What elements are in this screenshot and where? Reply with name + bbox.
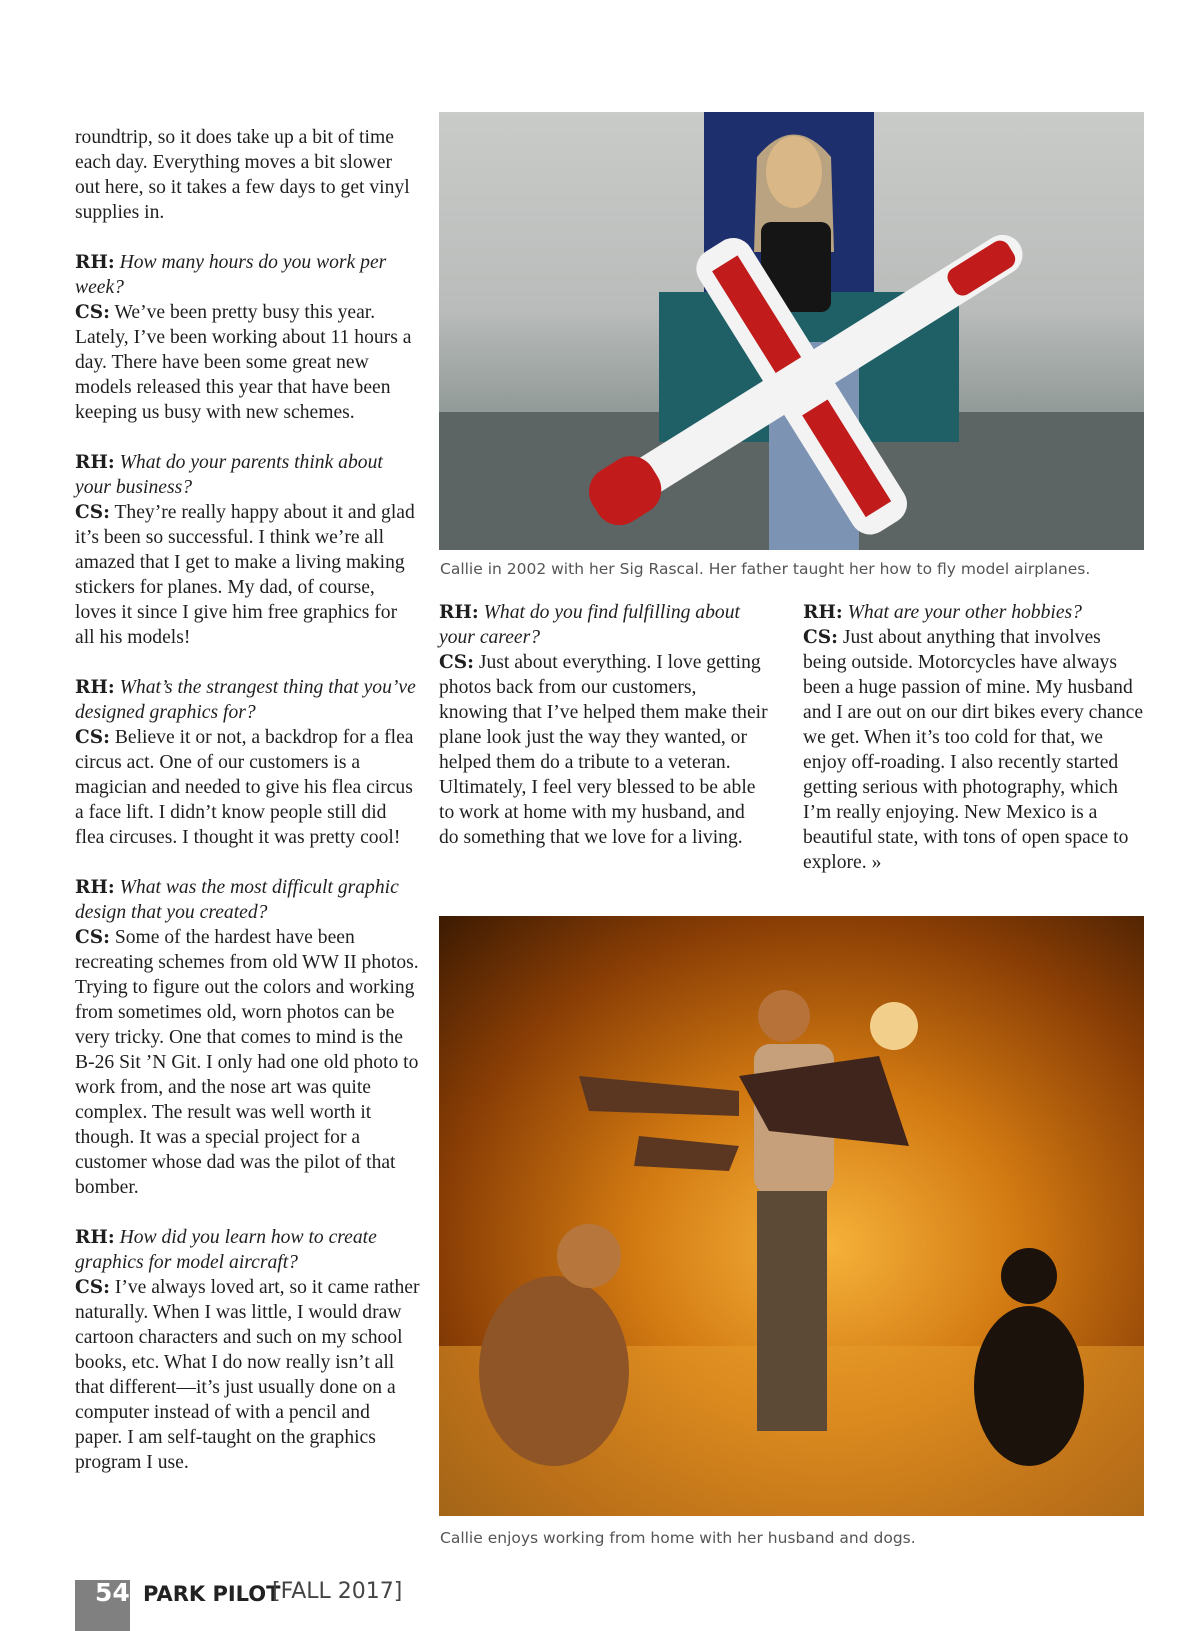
airplane-photo-illustration — [439, 112, 1144, 550]
photo-caption: Callie enjoys working from home with her husband and dogs. — [440, 1529, 916, 1547]
question-text: How did you learn how to create graphics for model aircraft? — [75, 1227, 377, 1273]
question-text: How many hours do you work per week? — [75, 252, 387, 298]
intro-paragraph: roundtrip, so it does take up a bit of time each day. Everything moves a bit slower out here, so it takes a few days to get vinyl supplies in. — [75, 127, 410, 223]
continue-arrow-icon: » — [871, 852, 882, 873]
qa-block — [75, 450, 420, 650]
cs-label: CS: — [439, 652, 474, 673]
issue-label: [FALL 2017] — [272, 1579, 403, 1604]
answer-text: They’re really happy about it and glad it’s been so successful. I think we’re all amazed that I get to make a living making stickers for planes. My dad, of course, loves it since I give him free graphics for all his models! — [75, 502, 415, 648]
rh-label: RH: — [75, 677, 115, 698]
rh-label: RH: — [75, 452, 115, 473]
couple-photo-illustration — [439, 916, 1144, 1516]
answer-text: Just about anything that involves being outside. Motorcycles have always been a huge passion of mine. My husband and I are out on our dirt bikes every chance we get. When it’s too cold for that, we enjoy off-roading. I also recently started getting serious with photography, which I’m really enjoying. New Mexico is a beautiful state, with tons of open space to explore. — [803, 627, 1144, 873]
rh-label: RH: — [75, 1227, 115, 1248]
answer-text: Some of the hardest have been recreating schemes from old WW II photos. Trying to figure out the colors and working from sometimes old, worn photos can be very tricky. One that comes to mind is the B-26 Sit ’N Git. I only had one old photo to work from, and the nose art was quite complex. The result was well worth it though. It was a special project for a customer whose dad was the pilot of that bomber. — [75, 927, 419, 1198]
rh-label: RH: — [75, 877, 115, 898]
rh-label: RH: — [75, 252, 115, 273]
qa-block — [439, 600, 769, 850]
question-text: What was the most difficult graphic design that you created? — [75, 877, 399, 923]
cs-label: CS: — [75, 927, 110, 948]
question-text: What do your parents think about your business? — [75, 452, 383, 498]
answer-text: I’ve always loved art, so it came rather naturally. When I was little, I would draw cartoon characters and such on my school books, etc. What I do now really isn’t all that different—it’s just usually done on a computer instead of with a pencil and paper. I am self-taught on the graphics program I use. — [75, 1277, 420, 1473]
question-text: What’s the strangest thing that you’ve designed graphics for? — [75, 677, 416, 723]
cs-label: CS: — [75, 502, 110, 523]
qa-block — [75, 250, 420, 425]
question-text: What are your other hobbies? — [847, 602, 1082, 623]
rh-label: RH: — [439, 602, 479, 623]
qa-block — [75, 675, 420, 850]
photo-girl-with-model-airplane — [439, 112, 1144, 550]
middle-column — [439, 600, 769, 875]
photo-couple-with-dogs — [439, 916, 1144, 1516]
cs-label: CS: — [75, 727, 110, 748]
left-column — [75, 125, 420, 1500]
answer-text: We’ve been pretty busy this year. Lately, I’ve been working about 11 hours a day. There have been some great new models released this year that have been keeping us busy with new schemes. — [75, 302, 412, 423]
question-text: What do you find fulfilling about your career? — [439, 602, 740, 648]
answer-text: Just about everything. I love getting photos back from our customers, knowing that I’ve helped them make their plane look just the way they wanted, or helped them do a tribute to a veteran. Ultimately, I feel very blessed to be able to work at home with my husband, and do something that we love for a living. — [439, 652, 768, 848]
magazine-title: PARK PILOT — [143, 1582, 281, 1606]
answer-text: Believe it or not, a backdrop for a flea circus act. One of our customers is a magician and needed to give his flea circus a face lift. I didn’t know people still did flea circuses. I thought it was pretty cool! — [75, 727, 414, 848]
qa-block — [75, 875, 420, 1200]
cs-label: CS: — [75, 1277, 110, 1298]
qa-block — [75, 1225, 420, 1475]
qa-block — [803, 600, 1148, 875]
photo-caption: Callie in 2002 with her Sig Rascal. Her father taught her how to fly model airplanes. — [440, 560, 1091, 578]
rh-label: RH: — [803, 602, 843, 623]
page-number: 54 — [95, 1578, 130, 1607]
right-column — [803, 600, 1148, 900]
cs-label: CS: — [803, 627, 838, 648]
cs-label: CS: — [75, 302, 110, 323]
